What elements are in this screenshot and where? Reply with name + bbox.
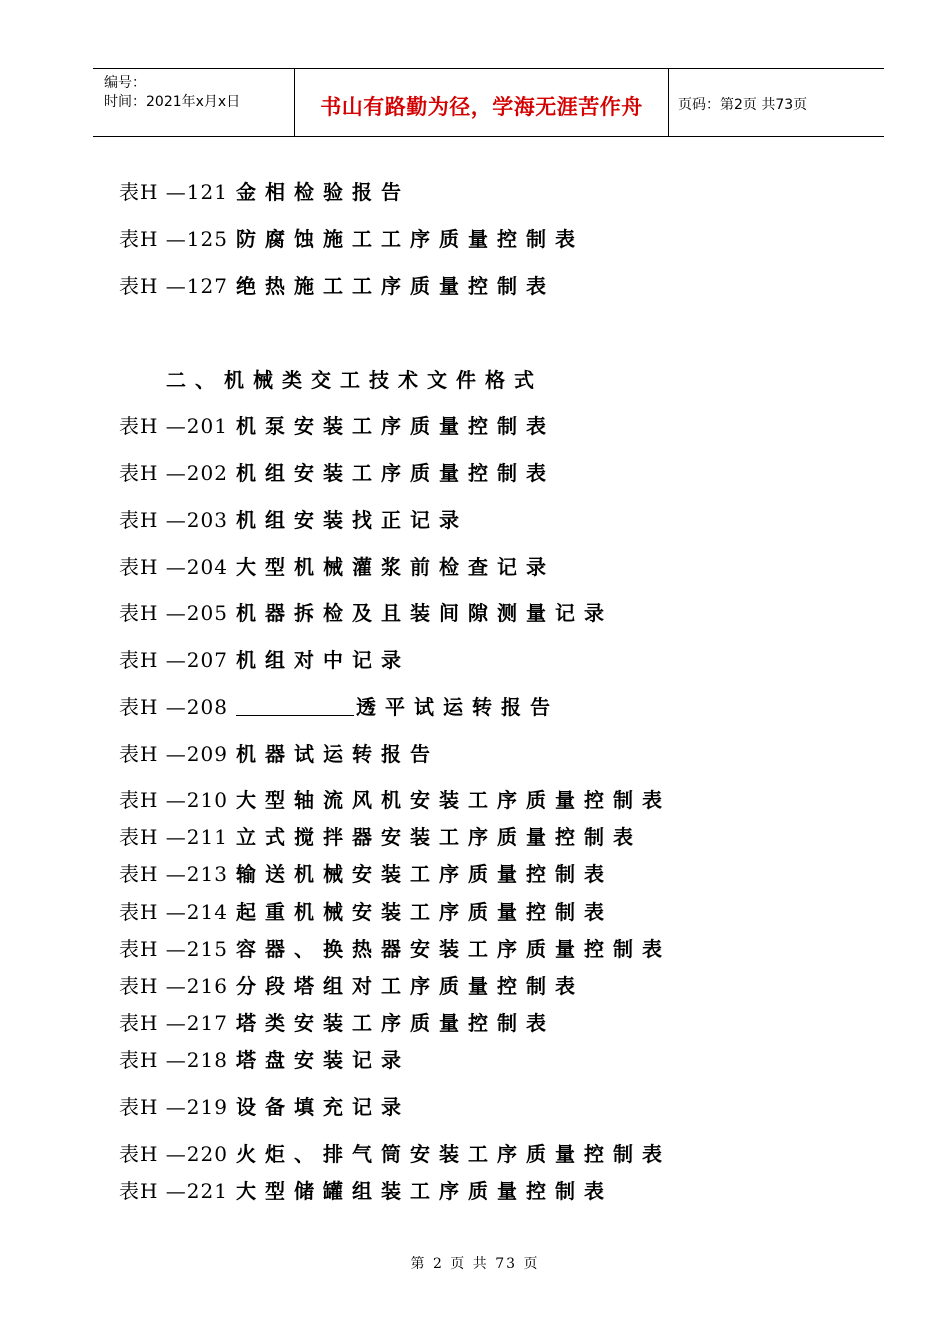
form-title: 大型机械灌浆前检查记录 [235,555,555,579]
form-entry [119,645,410,675]
form-entry [119,552,555,582]
form-entry [119,1092,410,1122]
header-meta-cell [93,69,295,136]
form-title: 分段塔组对工序质量控制表 [235,974,584,998]
form-title: 火炬、排气筒安装工序质量控制表 [235,1142,671,1166]
form-entry [119,271,555,301]
form-code: 表H —213 [119,862,228,886]
form-code: 表H —214 [119,900,228,924]
form-code: 表H —215 [119,937,228,961]
form-title: 绝热施工工序质量控制表 [235,274,555,298]
form-entry [119,224,584,254]
form-code: 表H —201 [119,414,228,438]
form-entry [119,1176,613,1206]
form-entry [119,739,439,769]
form-entry [119,1139,671,1169]
form-entry [119,859,613,889]
document-time-label: 时间：2021年x月x日 [104,94,241,110]
form-entry [119,458,555,488]
form-title: 输送机械安装工序质量控制表 [235,862,613,886]
form-code: 表H —217 [119,1011,228,1035]
document-number-label: 编号： [104,75,146,91]
form-title: 起重机械安装工序质量控制表 [235,900,613,924]
fill-in-blank-line [236,695,354,716]
form-code: 表H —204 [119,555,228,579]
form-title: 防腐蚀施工工序质量控制表 [235,227,584,251]
form-title: 机器试运转报告 [235,742,439,766]
form-entry [119,897,613,927]
header-page-cell [669,69,884,136]
header-motto: 书山有路勤为径，学海无涯苦作舟 [320,95,643,119]
form-code: 表H —218 [119,1048,228,1072]
form-entry [119,411,555,441]
form-title: 机泵安装工序质量控制表 [235,414,555,438]
page-footer: 第 2 页 共 73 页 [410,1256,540,1272]
section-heading: 二、机械类交工技术文件格式 [166,368,543,392]
form-code: 表H —203 [119,508,228,532]
form-entry [119,598,613,628]
form-code: 表H —209 [119,742,228,766]
form-code: 表H —208 [119,695,228,719]
form-entry [119,692,559,722]
form-code: 表H —121 [119,180,228,204]
form-code: 表H —211 [119,825,228,849]
form-entry [119,785,671,815]
form-entry [119,934,671,964]
form-title: 设备填充记录 [235,1095,410,1119]
form-code: 表H —216 [119,974,228,998]
form-title: 机器拆检及且装间隙测量记录 [235,601,613,625]
form-entry [119,177,410,207]
form-entry [119,971,584,1001]
form-title: 机组安装找正记录 [235,508,468,532]
form-code: 表H —219 [119,1095,228,1119]
form-entry [119,505,468,535]
form-code: 表H —125 [119,227,228,251]
header-page-info: 页码：第2页 共73页 [678,97,808,113]
form-title: 塔类安装工序质量控制表 [235,1011,555,1035]
form-entry [119,1008,555,1038]
form-code: 表H —220 [119,1142,228,1166]
form-code: 表H —202 [119,461,228,485]
form-title: 大型轴流风机安装工序质量控制表 [235,788,671,812]
form-title: 大型储罐组装工序质量控制表 [235,1179,613,1203]
form-title: 塔盘安装记录 [235,1048,410,1072]
header-motto-cell [295,69,669,136]
form-entry [119,1045,410,1075]
form-code: 表H —205 [119,601,228,625]
form-code: 表H —127 [119,274,228,298]
form-title: 容器、换热器安装工序质量控制表 [235,937,671,961]
form-code: 表H —221 [119,1179,228,1203]
form-title: 机组对中记录 [235,648,410,672]
form-entry [119,822,642,852]
form-title: 金相检验报告 [235,180,410,204]
form-title: 立式搅拌器安装工序质量控制表 [235,825,642,849]
form-code: 表H —207 [119,648,228,672]
form-title: 透平试运转报告 [355,695,559,719]
page-header [93,68,884,137]
form-title: 机组安装工序质量控制表 [235,461,555,485]
form-code: 表H —210 [119,788,228,812]
